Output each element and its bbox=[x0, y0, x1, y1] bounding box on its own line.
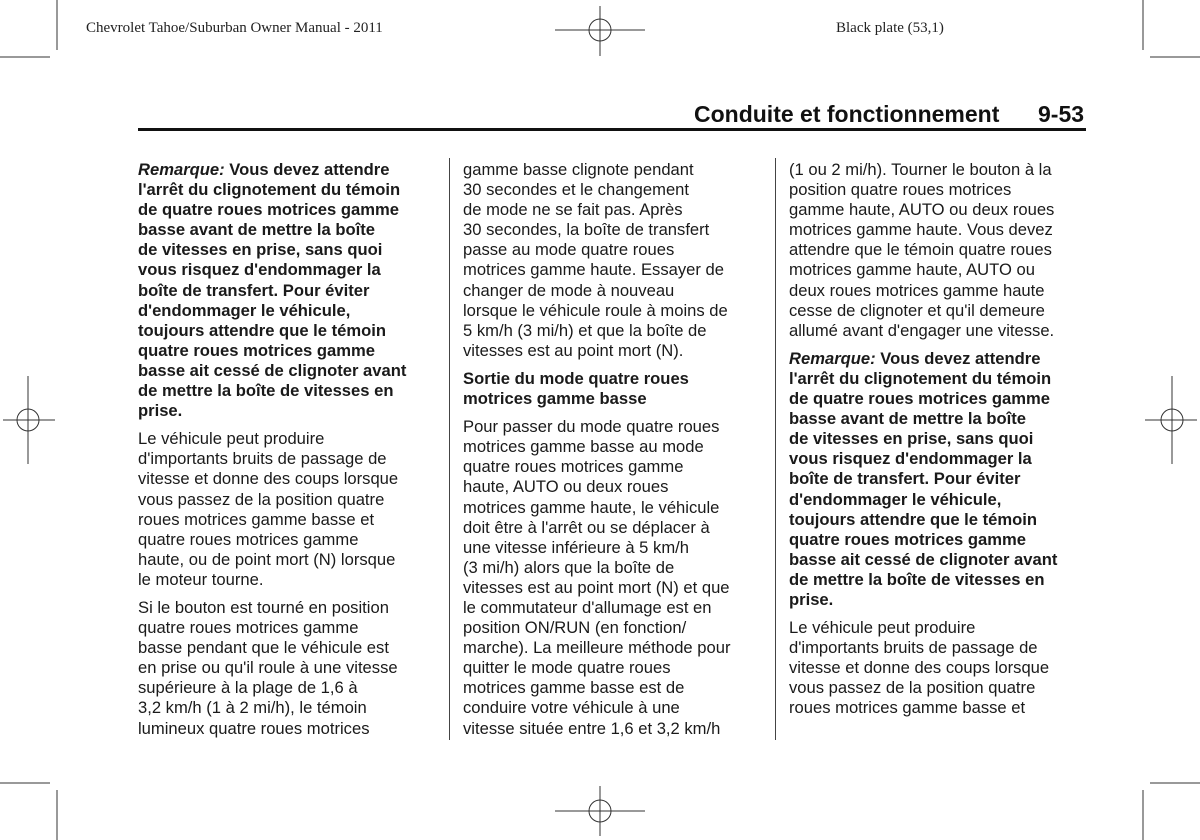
print-header-right: Black plate (53,1) bbox=[836, 20, 944, 36]
subheading: Sortie du mode quatre roues motrices gamme basse bbox=[463, 368, 689, 409]
registration-target-right bbox=[1145, 376, 1197, 464]
body-paragraph: Le véhicule peut produire d'importants bruits de passage de vitesse et donne des coups lorsque vous passez de la position quatre roues motrices gamme basse et bbox=[789, 618, 1050, 718]
text-column-1 bbox=[138, 160, 438, 747]
notice-text: Vous devez attendre l'arrêt du clignotement du témoin de quatre roues motrices gamme basse avant de mettre la boîte de vitesses en prise, sans quoi vous risquez d'endommager la boîte de transfert. Pour éviter d'endommager le véhicule, toujours attendre que le témoin quatre roues motrices gamme basse ait cessé de clignoter avant de mettre la boîte de vitesses en prise. bbox=[138, 160, 407, 421]
body-paragraph: (1 ou 2 mi/h). Tourner le bouton à la position quatre roues motrices gamme haute, AUTO ou deux roues motrices gamme haute. Vous devez attendre que le témoin quatre roues motrices gamme haute, AUTO ou deux roues motrices gamme haute cesse de clignoter et qu'il demeure allumé avant d'engager une vitesse. bbox=[789, 160, 1055, 340]
notice-text: Vous devez attendre l'arrêt du clignotement du témoin de quatre roues motrices gamme basse avant de mettre la boîte de vitesses en prise, sans quoi vous risquez d'endommager la boîte de transfert. Pour éviter d'endommager le véhicule, toujours attendre que le témoin quatre roues motrices gamme basse ait cessé de clignoter avant de mettre la boîte de vitesses en prise. bbox=[789, 348, 1058, 609]
text-column-2 bbox=[463, 160, 763, 747]
registration-target-bottom bbox=[555, 786, 645, 836]
title-rule bbox=[138, 128, 1086, 131]
registration-target-top bbox=[555, 6, 645, 56]
notice-label: Remarque: bbox=[138, 160, 225, 179]
notice-label: Remarque: bbox=[789, 348, 876, 368]
print-header-left: Chevrolet Tahoe/Suburban Owner Manual - 2011 bbox=[86, 20, 383, 36]
notice-paragraph bbox=[789, 349, 1089, 610]
page-number: 9-53 bbox=[1038, 101, 1085, 127]
body-paragraph: gamme basse clignote pendant 30 secondes et le changement de mode ne se fait pas. Après 30 secondes, la boîte de transfert passe au mode quatre roues motrices gamme haute. Essayer de changer de mode à nouveau lorsque le véhicule roule à moins de 5 km/h (3 mi/h) et que la boîte de vitesses est au point mort (N). bbox=[463, 160, 728, 360]
text-column-3 bbox=[789, 160, 1089, 727]
registration-target-left bbox=[3, 376, 55, 464]
section-title: Conduite et fonctionnement bbox=[694, 101, 1000, 127]
column-divider bbox=[449, 158, 450, 740]
body-paragraph: Le véhicule peut produire d'importants bruits de passage de vitesse et donne des coups lorsque vous passez de la position quatre roues motrices gamme basse et quatre roues motrices gamme haute, ou de point mort (N) lorsque le moteur tourne. bbox=[138, 429, 399, 589]
notice-paragraph bbox=[138, 160, 438, 421]
body-paragraph: Si le bouton est tourné en position quatre roues motrices gamme basse pendant que le véhicule est en prise ou qu'il roule à une vitesse supérieure à la plage de 1,6 à 3,2 km/h (1 à 2 mi/h), le témoin lumineux quatre roues motrices bbox=[138, 597, 398, 738]
body-paragraph: Pour passer du mode quatre roues motrices gamme basse au mode quatre roues motrices gamme haute, AUTO ou deux roues motrices gamme haute, le véhicule doit être à l'arrêt ou se déplacer à une vitesse inférieure à 5 km/h (3 mi/h) alors que la boîte de vitesses est au point mort (N) et que le commutateur d'allumage est en position ON/RUN (en fonction/ marche). La meilleure méthode pour quitter le mode quatre roues motrices gamme basse est de conduire votre véhicule à une vitesse située entre 1,6 et 3,2 km/h bbox=[463, 417, 731, 738]
column-divider bbox=[775, 158, 776, 740]
